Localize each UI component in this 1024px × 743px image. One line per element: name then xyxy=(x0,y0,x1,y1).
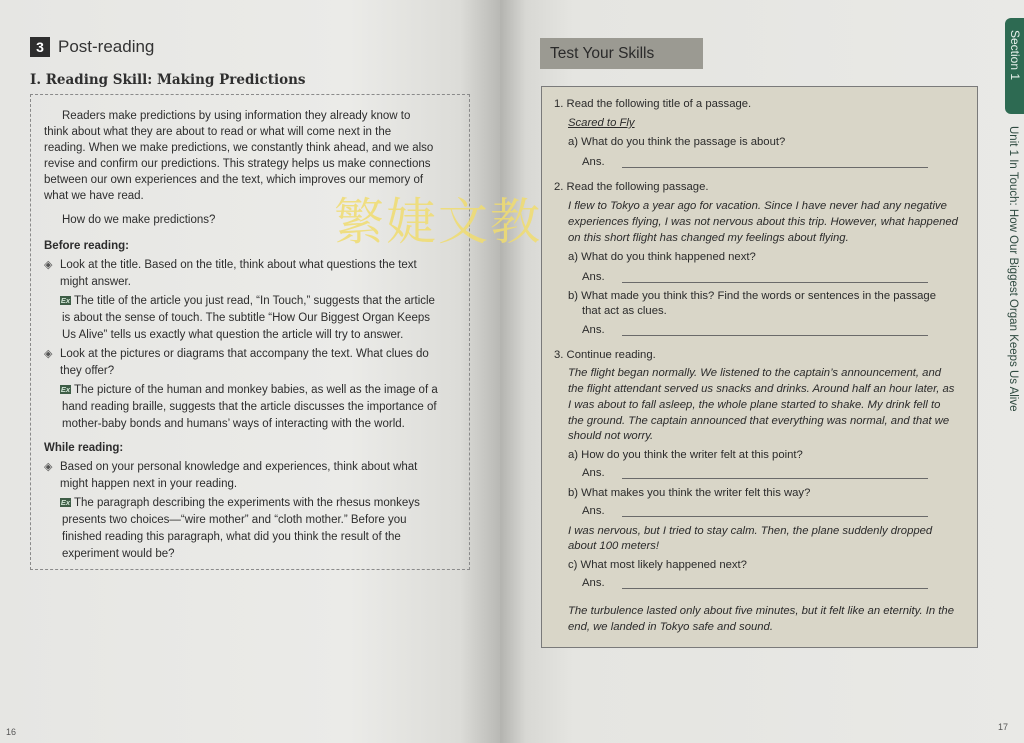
intro-line: think about what they are about to read or what will come next in the xyxy=(44,126,392,138)
question-3b: b) What makes you think the writer felt this way? xyxy=(568,487,811,499)
passage-line: I was nervous, but I tried to stay calm. Then, the plane suddenly dropped xyxy=(568,525,933,537)
example-text: Ex The picture of the human and monkey babies, as well as the image of a xyxy=(60,384,438,396)
intro-line: what we have read. xyxy=(44,190,144,202)
intro-line: revise and confirm our predictions. This strategy helps us make connections xyxy=(44,158,431,170)
example-text: mother-baby bonds and humans’ ways of interacting with the world. xyxy=(62,418,405,430)
example-badge-icon: Ex xyxy=(60,498,71,508)
passage-line: should not worry. xyxy=(568,430,654,442)
passage-line: on this short flight has changed my feelings about flying. xyxy=(568,232,849,244)
intro-line: between our own experiences and the text, which improves our memory of xyxy=(44,174,424,186)
example-text: finished reading this paragraph, what did you think the result of the xyxy=(62,531,401,543)
bullet-text: Based on your personal knowledge and experiences, think about what xyxy=(60,461,418,473)
right-page xyxy=(500,0,1024,743)
section-title: Post-reading xyxy=(58,37,155,56)
example-badge-icon: Ex xyxy=(60,296,71,306)
bullet-text: might answer. xyxy=(60,276,131,288)
intro-line: reading. When we make predictions, we constantly think ahead, and we also xyxy=(44,142,434,154)
example-text: hand reading braille, suggests that the article discusses the importance of xyxy=(62,401,437,413)
bullet-text: they offer? xyxy=(60,365,115,377)
answer-label: Ans. xyxy=(582,577,605,589)
question-2: 2. Read the following passage. xyxy=(554,181,709,193)
passage-line: I was about to fall asleep, the whole plane started to shake. My drink fell to xyxy=(568,399,941,411)
answer-line[interactable] xyxy=(622,588,928,589)
question-2b: that act as clues. xyxy=(582,305,667,317)
skill-title: I. Reading Skill: Making Predictions xyxy=(30,72,306,88)
example-text: Ex The title of the article you just read, “In Touch,” suggests that the article xyxy=(60,295,435,307)
passage-line: about 100 meters! xyxy=(568,540,660,552)
passage-line: The flight began normally. We listened to the captain’s announcement, and xyxy=(568,367,942,379)
answer-label: Ans. xyxy=(582,156,605,168)
question-2a: a) What do you think happened next? xyxy=(568,251,756,263)
bullet-text: Look at the title. Based on the title, think about what questions the text xyxy=(60,259,417,271)
example-text: Us Alive” tells us exactly what question the article will try to answer. xyxy=(62,329,404,341)
before-reading-heading: Before reading: xyxy=(44,240,129,252)
example-text: presents two choices—“wire mother” and “cloth mother.” Before you xyxy=(62,514,407,526)
passage-title: Scared to Fly xyxy=(568,117,635,129)
question-3c: c) What most likely happened next? xyxy=(568,559,747,571)
question-1: 1. Read the following title of a passage. xyxy=(554,98,752,110)
question-3a: a) How do you think the writer felt at this point? xyxy=(568,449,803,461)
diamond-bullet-icon: ◈ xyxy=(44,259,53,271)
answer-line[interactable] xyxy=(622,516,928,517)
answer-line[interactable] xyxy=(622,335,928,336)
answer-label: Ans. xyxy=(582,271,605,283)
page-number: 17 xyxy=(998,722,1009,732)
passage-line: end, we landed in Tokyo safe and sound. xyxy=(568,621,773,633)
passage-line: experiences flying, I was not nervous about this trip. However, what happened xyxy=(568,216,958,228)
answer-label: Ans. xyxy=(582,505,605,517)
example-text: Ex The paragraph describing the experiments with the rhesus monkeys xyxy=(60,497,420,509)
unit-title-vertical: Unit 1 In Touch: How Our Biggest Organ Keeps Us Alive xyxy=(1007,126,1019,412)
answer-label: Ans. xyxy=(582,467,605,479)
example-text: is about the sense of touch. The subtitle “How Our Biggest Organ Keeps xyxy=(62,312,430,324)
passage-line: The turbulence lasted only about five minutes, but it felt like an eternity. In the xyxy=(568,605,954,617)
answer-line[interactable] xyxy=(622,282,928,283)
example-text: experiment would be? xyxy=(62,548,175,560)
watermark-text: 繁婕文教 xyxy=(334,193,542,251)
question-1a: a) What do you think the passage is about? xyxy=(568,136,786,148)
while-reading-heading: While reading: xyxy=(44,442,124,454)
example-badge-icon: Ex xyxy=(60,385,71,395)
bullet-text: Look at the pictures or diagrams that accompany the text. What clues do xyxy=(60,348,429,360)
answer-label: Ans. xyxy=(582,324,605,336)
question-3: 3. Continue reading. xyxy=(554,349,656,361)
test-your-skills-banner: Test Your Skills xyxy=(540,38,703,69)
intro-line: Readers make predictions by using information they already know to xyxy=(62,110,411,122)
passage-line: I flew to Tokyo a year ago for vacation. Since I have never had any negative xyxy=(568,200,947,212)
diamond-bullet-icon: ◈ xyxy=(44,348,53,360)
guiding-question: How do we make predictions? xyxy=(62,214,216,226)
answer-line[interactable] xyxy=(622,478,928,479)
passage-line: the ground. The captain announced that everything was normal, and that we xyxy=(568,415,950,427)
question-2b: b) What made you think this? Find the words or sentences in the passage xyxy=(568,290,936,302)
page-number: 16 xyxy=(6,727,17,737)
diamond-bullet-icon: ◈ xyxy=(44,461,53,473)
answer-line[interactable] xyxy=(622,167,928,168)
section-number-badge: 3 xyxy=(30,37,50,57)
section-header xyxy=(30,37,154,57)
left-page xyxy=(0,0,500,743)
passage-line: the flight attendant served us snacks and drinks. Around half an hour later, as xyxy=(568,383,955,395)
bullet-text: might happen next in your reading. xyxy=(60,478,238,490)
section-tab-label: Section 1 xyxy=(1008,30,1022,81)
